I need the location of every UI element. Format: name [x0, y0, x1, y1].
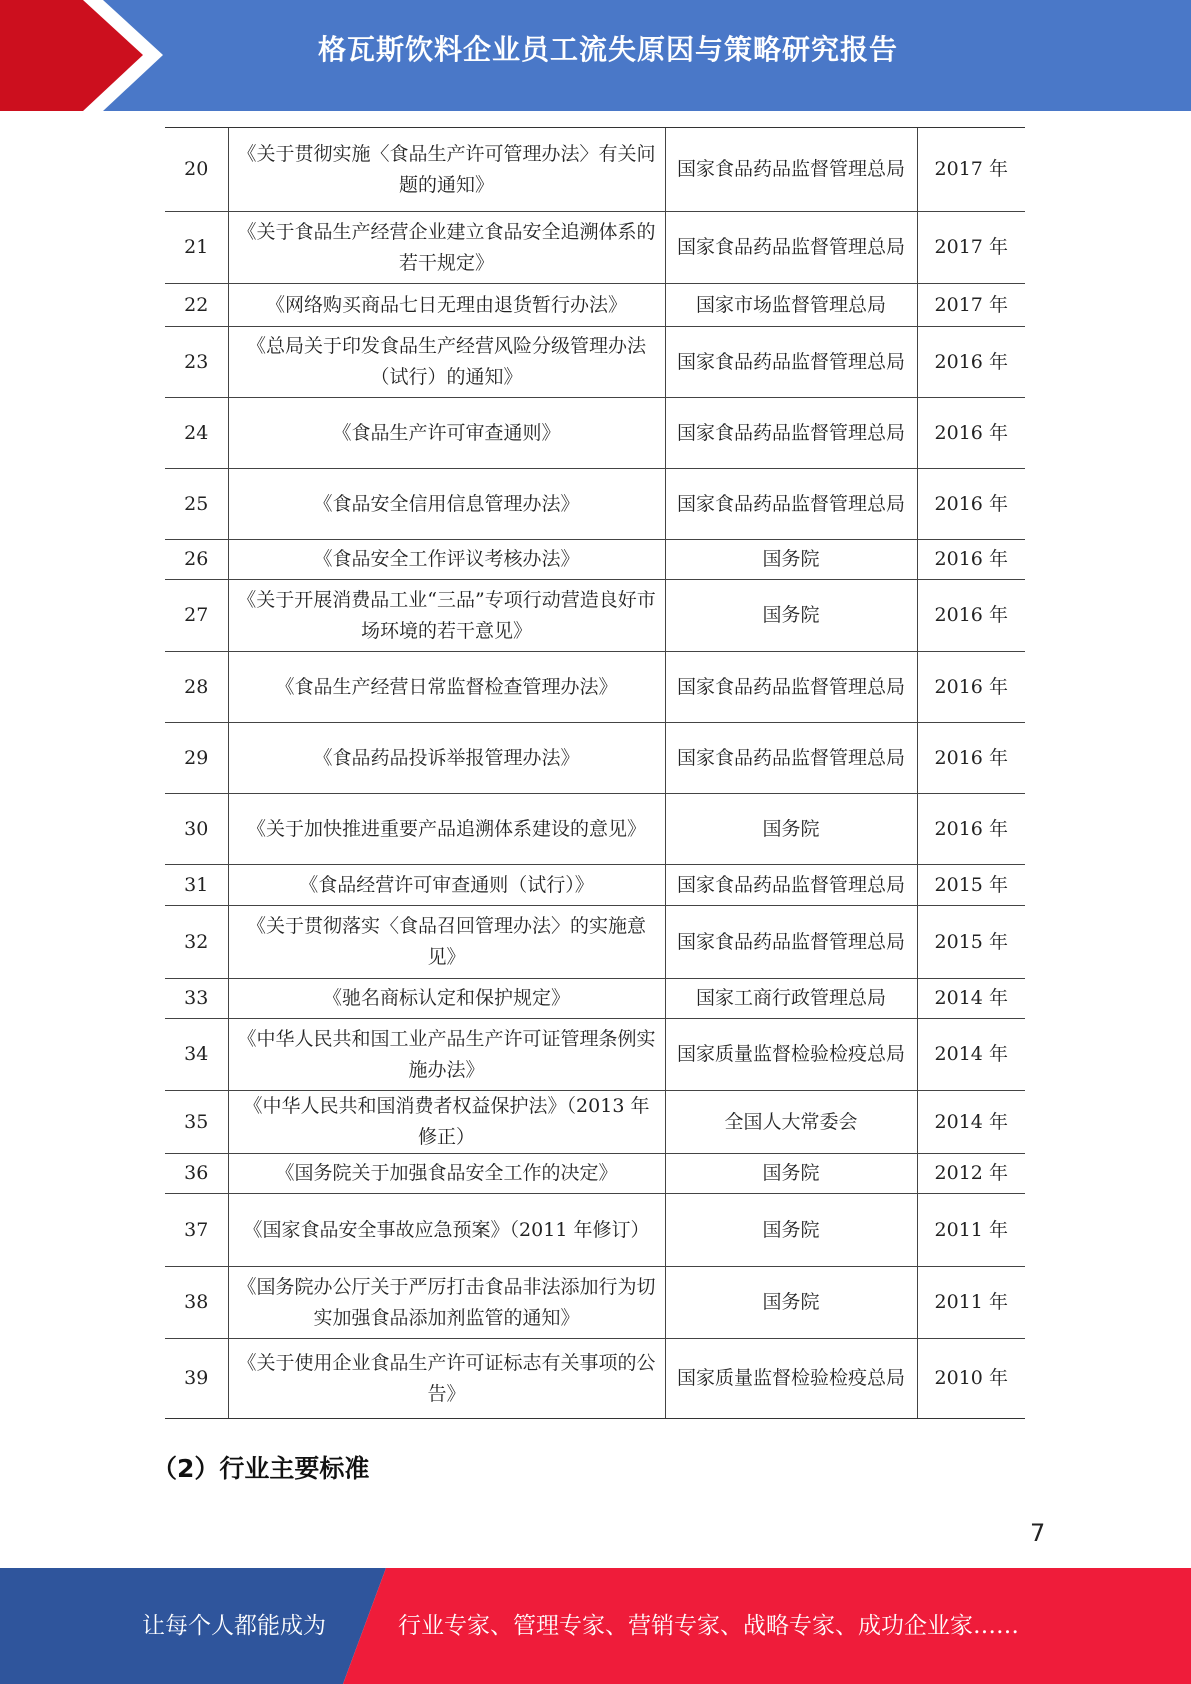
row-number: 24 [165, 398, 228, 469]
row-number: 34 [165, 1019, 228, 1091]
regulation-title: 《关于使用企业食品生产许可证标志有关事项的公告》 [228, 1339, 665, 1419]
issuing-authority: 国家工商行政管理总局 [665, 979, 917, 1019]
issuing-authority: 国家质量监督检验检疫总局 [665, 1019, 917, 1091]
issuing-authority: 国务院 [665, 580, 917, 652]
regulation-title: 《中华人民共和国工业产品生产许可证管理条例实施办法》 [228, 1019, 665, 1091]
issue-year: 2011 年 [917, 1194, 1025, 1267]
regulation-title: 《关于开展消费品工业“三品”专项行动营造良好市场环境的若干意见》 [228, 580, 665, 652]
regulation-title: 《食品药品投诉举报管理办法》 [228, 723, 665, 794]
page-footer [0, 1568, 1191, 1684]
regulation-title: 《驰名商标认定和保护规定》 [228, 979, 665, 1019]
table-row [165, 865, 1025, 906]
regulation-title: 《关于加快推进重要产品追溯体系建设的意见》 [228, 794, 665, 865]
table-row [165, 398, 1025, 469]
issue-year: 2016 年 [917, 469, 1025, 540]
issuing-authority: 国务院 [665, 1194, 917, 1267]
table-row [165, 1267, 1025, 1339]
row-number: 38 [165, 1267, 228, 1339]
row-number: 23 [165, 327, 228, 398]
issue-year: 2016 年 [917, 652, 1025, 723]
table-row [165, 327, 1025, 398]
issuing-authority: 国务院 [665, 1267, 917, 1339]
row-number: 21 [165, 212, 228, 284]
page-number: 7 [1030, 1519, 1046, 1547]
regulation-title: 《中华人民共和国消费者权益保护法》（2013 年修正） [228, 1091, 665, 1154]
table-row [165, 540, 1025, 580]
row-number: 32 [165, 906, 228, 979]
issuing-authority: 国家食品药品监督管理总局 [665, 865, 917, 906]
table-row [165, 128, 1025, 212]
table-row [165, 1091, 1025, 1154]
issuing-authority: 国家食品药品监督管理总局 [665, 212, 917, 284]
regulation-title: 《食品安全工作评议考核办法》 [228, 540, 665, 580]
issuing-authority: 国家食品药品监督管理总局 [665, 652, 917, 723]
regulation-title: 《国家食品安全事故应急预案》（2011 年修订） [228, 1194, 665, 1267]
regulation-title: 《食品安全信用信息管理办法》 [228, 469, 665, 540]
row-number: 39 [165, 1339, 228, 1419]
issue-year: 2016 年 [917, 540, 1025, 580]
table-row [165, 1019, 1025, 1091]
issuing-authority: 国家食品药品监督管理总局 [665, 469, 917, 540]
table-row [165, 1339, 1025, 1419]
regulation-title: 《关于贯彻落实〈食品召回管理办法〉的实施意见》 [228, 906, 665, 979]
footer-slogan-left: 让每个人都能成为 [142, 1613, 326, 1639]
row-number: 28 [165, 652, 228, 723]
issue-year: 2016 年 [917, 327, 1025, 398]
row-number: 29 [165, 723, 228, 794]
row-number: 30 [165, 794, 228, 865]
row-number: 37 [165, 1194, 228, 1267]
header-title: 格瓦斯饮料企业员工流失原因与策略研究报告 [317, 33, 898, 66]
regulation-title: 《国务院办公厅关于严厉打击食品非法添加行为切实加强食品添加剂监管的通知》 [228, 1267, 665, 1339]
row-number: 33 [165, 979, 228, 1019]
row-number: 25 [165, 469, 228, 540]
regulation-title: 《关于贯彻实施〈食品生产许可管理办法〉有关问题的通知》 [228, 128, 665, 212]
regulation-title: 《关于食品生产经营企业建立食品安全追溯体系的若干规定》 [228, 212, 665, 284]
regulation-title: 《食品经营许可审查通则（试行）》 [228, 865, 665, 906]
regulations-table [165, 127, 1025, 1419]
table-row [165, 1194, 1025, 1267]
issue-year: 2014 年 [917, 979, 1025, 1019]
issuing-authority: 国家食品药品监督管理总局 [665, 128, 917, 212]
issuing-authority: 国务院 [665, 794, 917, 865]
footer-slogan-right: 行业专家、管理专家、营销专家、战略专家、成功企业家…… [398, 1613, 1019, 1639]
table-row [165, 794, 1025, 865]
table-row [165, 284, 1025, 327]
issue-year: 2014 年 [917, 1019, 1025, 1091]
section-heading: （2）行业主要标准 [152, 1454, 370, 1483]
issuing-authority: 国家质量监督检验检疫总局 [665, 1339, 917, 1419]
issuing-authority: 国家食品药品监督管理总局 [665, 906, 917, 979]
issuing-authority: 国家食品药品监督管理总局 [665, 398, 917, 469]
issue-year: 2012 年 [917, 1154, 1025, 1194]
issue-year: 2016 年 [917, 794, 1025, 865]
row-number: 31 [165, 865, 228, 906]
table-row [165, 906, 1025, 979]
row-number: 26 [165, 540, 228, 580]
table-row [165, 723, 1025, 794]
table-row [165, 212, 1025, 284]
issuing-authority: 国务院 [665, 540, 917, 580]
issue-year: 2017 年 [917, 128, 1025, 212]
row-number: 22 [165, 284, 228, 327]
regulation-title: 《国务院关于加强食品安全工作的决定》 [228, 1154, 665, 1194]
regulation-title: 《食品生产经营日常监督检查管理办法》 [228, 652, 665, 723]
row-number: 20 [165, 128, 228, 212]
issuing-authority: 国家市场监督管理总局 [665, 284, 917, 327]
row-number: 35 [165, 1091, 228, 1154]
regulation-title: 《食品生产许可审查通则》 [228, 398, 665, 469]
row-number: 36 [165, 1154, 228, 1194]
issue-year: 2014 年 [917, 1091, 1025, 1154]
issue-year: 2010 年 [917, 1339, 1025, 1419]
issuing-authority: 国家食品药品监督管理总局 [665, 723, 917, 794]
issuing-authority: 全国人大常委会 [665, 1091, 917, 1154]
table-row [165, 979, 1025, 1019]
table-row [165, 580, 1025, 652]
regulation-title: 《总局关于印发食品生产经营风险分级管理办法（试行）的通知》 [228, 327, 665, 398]
table-row [165, 1154, 1025, 1194]
row-number: 27 [165, 580, 228, 652]
issue-year: 2017 年 [917, 284, 1025, 327]
issuing-authority: 国务院 [665, 1154, 917, 1194]
issue-year: 2016 年 [917, 723, 1025, 794]
regulations-table-body [165, 128, 1025, 1419]
issue-year: 2017 年 [917, 212, 1025, 284]
issue-year: 2011 年 [917, 1267, 1025, 1339]
table-row [165, 469, 1025, 540]
issuing-authority: 国家食品药品监督管理总局 [665, 327, 917, 398]
table-row [165, 652, 1025, 723]
issue-year: 2015 年 [917, 865, 1025, 906]
page-header [0, 0, 1191, 111]
issue-year: 2016 年 [917, 580, 1025, 652]
regulation-title: 《网络购买商品七日无理由退货暂行办法》 [228, 284, 665, 327]
issue-year: 2016 年 [917, 398, 1025, 469]
issue-year: 2015 年 [917, 906, 1025, 979]
